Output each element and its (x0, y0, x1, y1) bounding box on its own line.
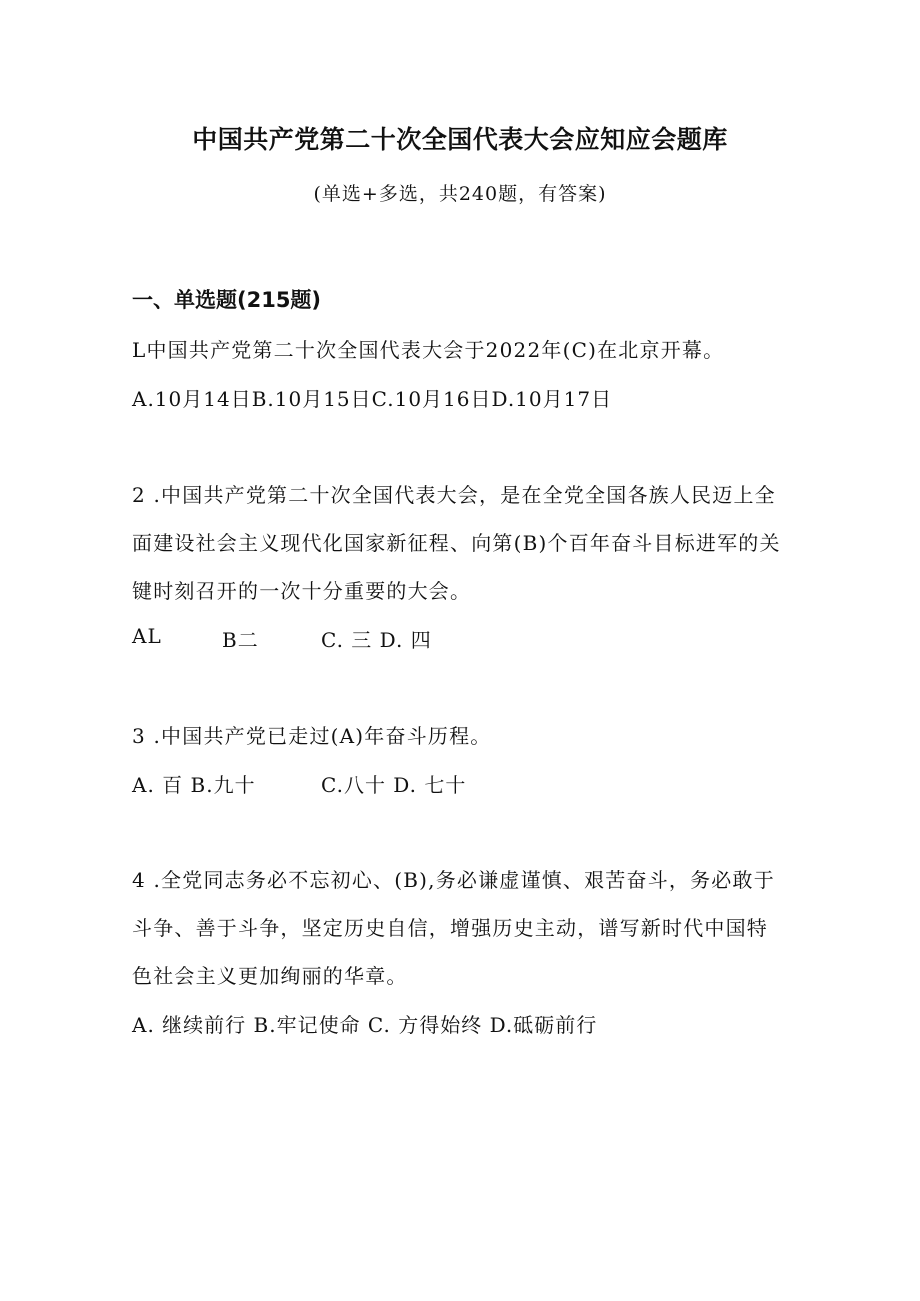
question-2-text-line-1: 2 .中国共产党第二十次全国代表大会，是在全党全国各族人民迈上全 (132, 483, 776, 507)
question-4-options: A. 继续前行 B.牢记使命 C. 方得始终 D.砥砺前行 (132, 1013, 598, 1037)
question-3-option-cd: C.八十 D. 七十 (321, 773, 467, 797)
question-3-option-ab: A. 百 B.九十 (132, 773, 256, 797)
question-4-text-line-2: 斗争、善于斗争，坚定历史自信，增强历史主动，谱写新时代中国特 (132, 916, 768, 940)
question-2-option-b: B二 (222, 628, 259, 652)
question-4-text-line-3: 色社会主义更加绚丽的华章。 (132, 964, 408, 988)
question-1-options: A.10月14日B.10月15日C.10月16日D.10月17日 (132, 387, 613, 411)
question-4-text-line-1: 4 .全党同志务必不忘初心、(B),务必谦虚谨慎、艰苦奋斗，务必敢于 (132, 868, 775, 892)
question-2-option-a: AL (132, 624, 162, 648)
section-heading: 一、单选题(215题) (132, 288, 322, 312)
document-subtitle: (单选+多选，共240题，有答案) (313, 183, 607, 205)
question-1-text: L中国共产党第二十次全国代表大会于2022年(C)在北京开幕。 (132, 338, 725, 362)
question-2-text-line-3: 键时刻召开的一次十分重要的大会。 (132, 579, 472, 603)
question-2-text-line-2: 面建设社会主义现代化国家新征程、向第(B)个百年奋斗目标进军的关 (132, 531, 781, 555)
question-2-option-cd: C. 三 D. 四 (321, 628, 432, 652)
document-title: 中国共产党第二十次全国代表大会应知应会题库 (192, 125, 728, 154)
question-3-text: 3 .中国共产党已走过(A)年奋斗历程。 (132, 724, 492, 748)
